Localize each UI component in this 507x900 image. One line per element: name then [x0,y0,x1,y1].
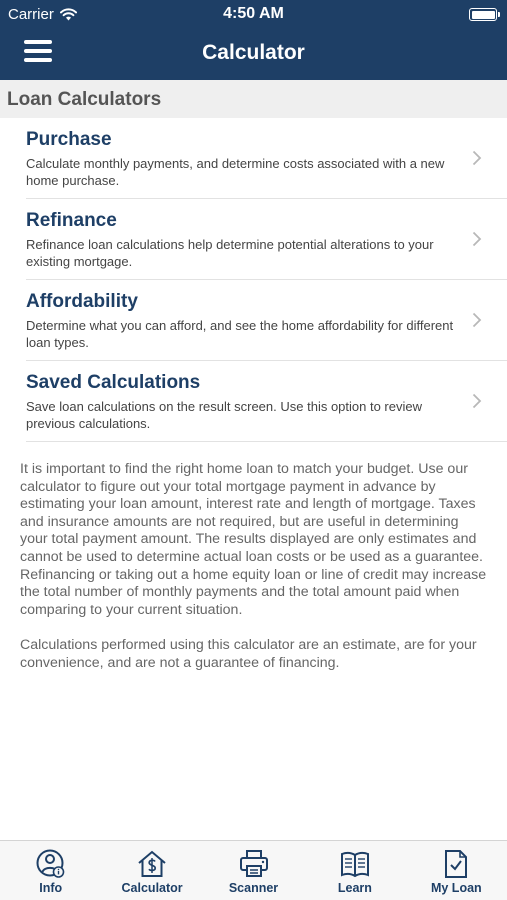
page-title: Calculator [202,41,305,64]
disclaimer-text [20,461,490,672]
tab-learn[interactable] [304,841,405,900]
list-item-purchase[interactable] [26,118,507,199]
item-description: Calculate monthly payments, and determine costs associated with a new home purchase. [26,156,445,188]
tab-label: Scanner [228,881,279,895]
book-icon [339,848,371,880]
chevron-right-icon [472,231,482,247]
section-title: Loan Calculators [7,89,162,110]
status-bar [0,0,507,28]
printer-icon [238,848,270,880]
item-description: Refinance loan calculations help determine potential alterations to your existing mortgage. [26,237,434,269]
tab-info[interactable] [0,841,101,900]
document-check-icon [440,848,472,880]
info-person-icon [35,848,67,880]
disclaimer-paragraph: Calculations performed using this calculator are an estimate, are for your convenience, and are not a guarantee of financing. [20,636,477,671]
status-time: 4:50 AM [223,5,284,22]
tab-scanner[interactable] [203,841,304,900]
chevron-right-icon [472,393,482,409]
tab-label: Learn [337,881,372,895]
tab-label: My Loan [430,881,482,895]
list-item-refinance[interactable] [26,199,507,280]
tab-label: Info [39,881,63,895]
list-item-saved-calculations[interactable] [26,361,507,442]
item-title: Purchase [26,129,112,150]
item-description: Save loan calculations on the result screen. Use this option to review previous calculations. [26,399,422,431]
list-item-affordability[interactable] [26,280,507,361]
calculator-list [0,118,507,442]
app-header [0,0,507,80]
section-header [0,80,507,118]
tab-bar [0,840,507,900]
chevron-right-icon [472,150,482,166]
item-title: Refinance [26,210,117,231]
disclaimer-paragraph: It is important to find the right home loan to match your budget. Use our calculator to figure out your total mortgage payment in advance by estimating your loan amount, interest rate and length of mortgage. Taxes and insurance amounts are not required, but are useful in determining your total payment amount. The results displayed are only estimates and cannot be used to determine actual loan costs or be used as a guarantee. Refinancing or taking out a home equity loan or line of credit may increase the total number of monthly payments and the total amount paid when comparing to your current situation. [20,461,487,618]
tab-calculator[interactable] [101,841,202,900]
chevron-right-icon [472,312,482,328]
tab-label: Calculator [121,881,183,895]
tab-my-loan[interactable] [406,841,507,900]
house-dollar-icon [136,848,168,880]
item-description: Determine what you can afford, and see the home affordability for different loan types. [26,318,454,350]
battery-icon [469,8,497,21]
carrier-label: Carrier [8,6,54,23]
item-title: Affordability [26,291,138,312]
item-title: Saved Calculations [26,372,201,393]
